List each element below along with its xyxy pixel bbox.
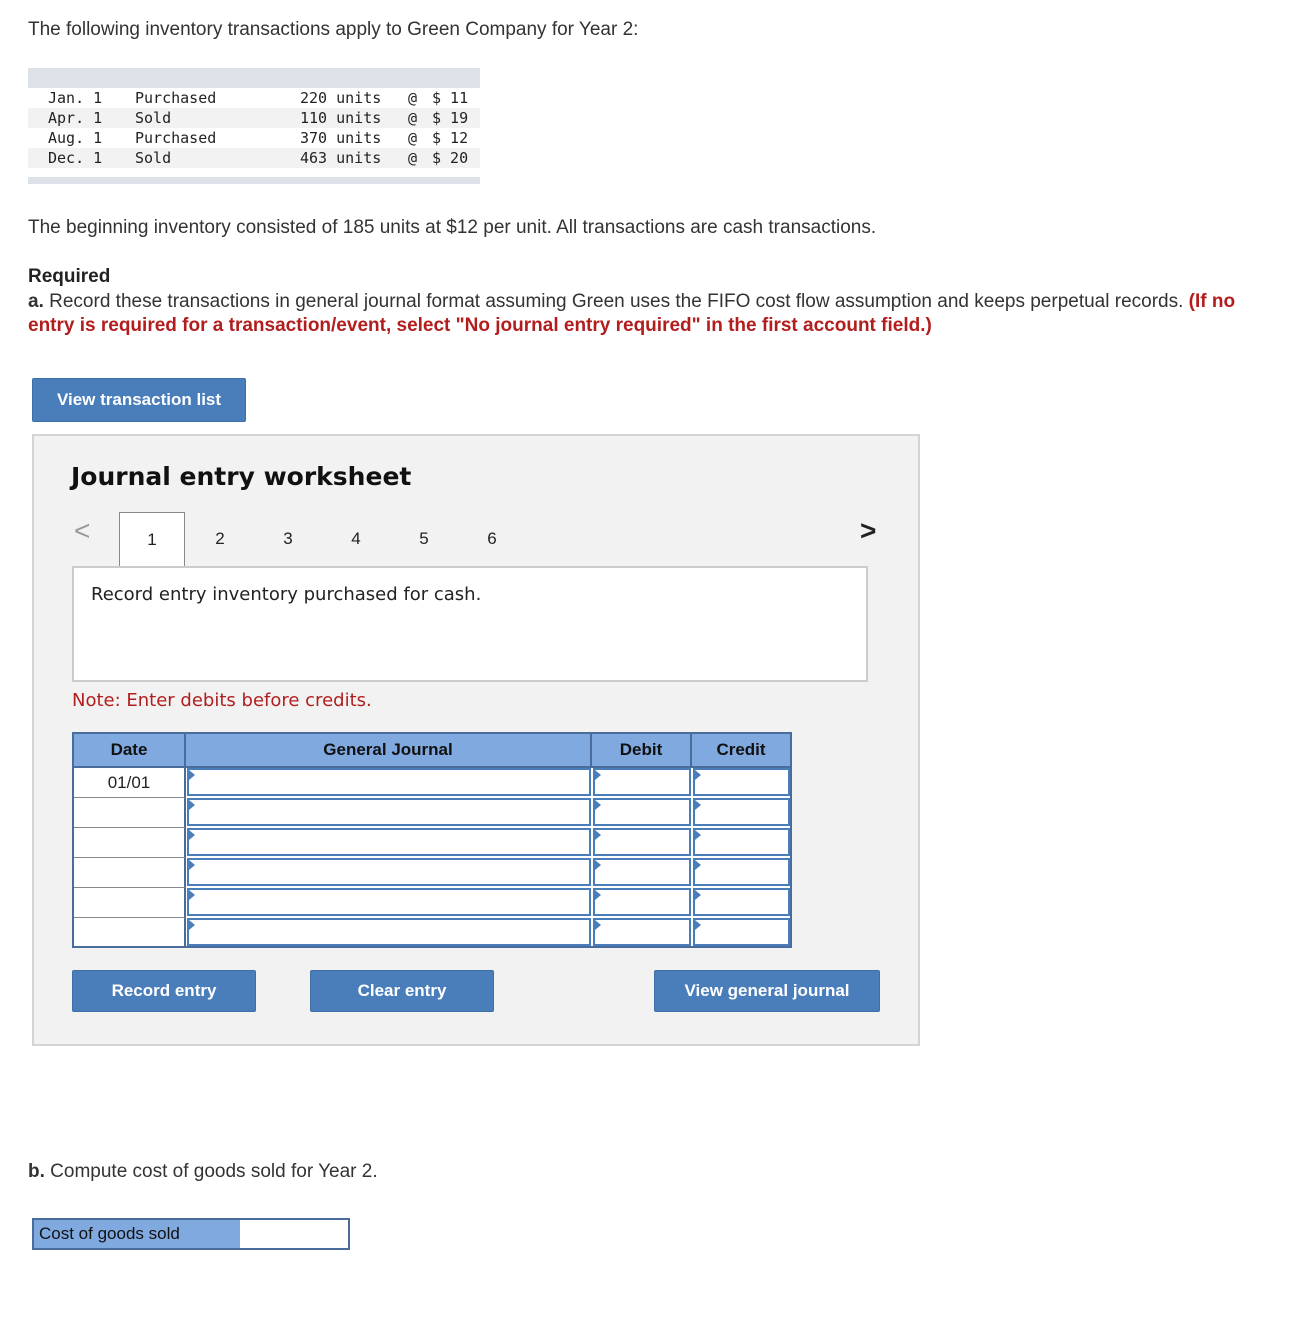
debit-input[interactable]	[593, 768, 691, 796]
account-input[interactable]	[187, 768, 591, 796]
debit-input[interactable]	[593, 888, 691, 916]
account-input[interactable]	[187, 858, 591, 886]
transaction-units: 110 units	[300, 109, 382, 127]
required-part-a	[28, 290, 1268, 338]
transaction-at: @	[408, 129, 418, 147]
credit-input[interactable]	[693, 858, 790, 886]
general-journal-table	[72, 732, 792, 948]
page-tab-3[interactable]: 3	[283, 529, 293, 548]
debit-input[interactable]	[593, 858, 691, 886]
credit-input[interactable]	[693, 918, 790, 946]
debit-column-header: Debit	[592, 734, 692, 768]
transaction-price: $ 12	[432, 129, 469, 147]
part-a-instruction: (If no entry is required for a transaction/event, select "No journal entry required" in the first account field.)	[28, 291, 1236, 336]
transaction-action: Sold	[135, 109, 172, 127]
prev-page-icon[interactable]: <	[74, 515, 91, 546]
part-b-label: b.	[28, 1161, 45, 1182]
part-a-text: Record these transactions in general journal format assuming Green uses the FIFO cost flow assumption and keeps perpetual records.	[43, 291, 1189, 312]
credit-input[interactable]	[693, 798, 790, 826]
transaction-price: $ 19	[432, 109, 469, 127]
part-b-text: Compute cost of goods sold for Year 2.	[44, 1161, 378, 1182]
part-a-label: a.	[28, 291, 44, 312]
transaction-date: Jan. 1	[48, 89, 103, 107]
date-cell[interactable]	[74, 858, 186, 888]
credit-column-header: Credit	[692, 734, 790, 768]
entry-description: Record entry inventory purchased for cash.	[91, 584, 482, 605]
date-cell[interactable]	[74, 888, 186, 918]
page-tab-1[interactable]: 1	[119, 512, 185, 567]
page-tab-4[interactable]: 4	[351, 529, 361, 548]
page-tab-5[interactable]: 5	[419, 529, 429, 548]
account-column-header: General Journal	[186, 734, 592, 768]
transaction-price: $ 11	[432, 89, 469, 107]
view-transaction-list-button[interactable]: View transaction list	[32, 378, 246, 422]
transaction-at: @	[408, 89, 418, 107]
date-cell[interactable]	[74, 798, 186, 828]
cogs-row	[32, 1218, 350, 1250]
credit-input[interactable]	[693, 828, 790, 856]
worksheet-title: Journal entry worksheet	[71, 462, 412, 491]
record-entry-button[interactable]: Record entry	[72, 970, 256, 1012]
page-tab-6[interactable]: 6	[487, 529, 497, 548]
debit-input[interactable]	[593, 828, 691, 856]
transaction-units: 370 units	[300, 129, 382, 147]
credit-input[interactable]	[693, 768, 790, 796]
transaction-date: Aug. 1	[48, 129, 103, 147]
date-cell[interactable]	[74, 828, 186, 858]
account-input[interactable]	[187, 888, 591, 916]
transaction-date: Dec. 1	[48, 149, 103, 167]
transaction-units: 220 units	[300, 89, 382, 107]
transaction-at: @	[408, 109, 418, 127]
transaction-date: Apr. 1	[48, 109, 103, 127]
view-general-journal-button[interactable]: View general journal	[654, 970, 880, 1012]
clear-entry-button[interactable]: Clear entry	[310, 970, 494, 1012]
debit-input[interactable]	[593, 918, 691, 946]
required-heading: Required	[28, 266, 111, 287]
account-input[interactable]	[187, 828, 591, 856]
debit-credit-note: Note: Enter debits before credits.	[72, 690, 372, 711]
transaction-units: 463 units	[300, 149, 382, 167]
part-b-prompt	[28, 1161, 378, 1183]
next-page-icon[interactable]: >	[860, 515, 877, 546]
date-column-header: Date	[74, 734, 186, 768]
transactions-table	[28, 68, 480, 184]
intro-text: The following inventory transactions apply to Green Company for Year 2:	[28, 19, 639, 40]
transaction-row	[28, 88, 480, 108]
transaction-row	[28, 128, 480, 148]
transaction-at: @	[408, 149, 418, 167]
transaction-action: Sold	[135, 149, 172, 167]
transaction-row	[28, 108, 480, 128]
credit-input[interactable]	[693, 888, 790, 916]
cogs-input[interactable]	[240, 1220, 348, 1248]
date-cell[interactable]	[74, 918, 186, 946]
account-input[interactable]	[187, 918, 591, 946]
debit-input[interactable]	[593, 798, 691, 826]
transaction-price: $ 20	[432, 149, 469, 167]
account-input[interactable]	[187, 798, 591, 826]
transaction-action: Purchased	[135, 89, 217, 107]
transaction-action: Purchased	[135, 129, 217, 147]
transaction-row	[28, 148, 480, 168]
page-tab-2[interactable]: 2	[215, 529, 225, 548]
date-cell[interactable]: 01/01	[74, 768, 186, 798]
cogs-label: Cost of goods sold	[34, 1220, 245, 1248]
beginning-inventory-text: The beginning inventory consisted of 185 units at $12 per unit. All transactions are cash transactions.	[28, 217, 877, 238]
